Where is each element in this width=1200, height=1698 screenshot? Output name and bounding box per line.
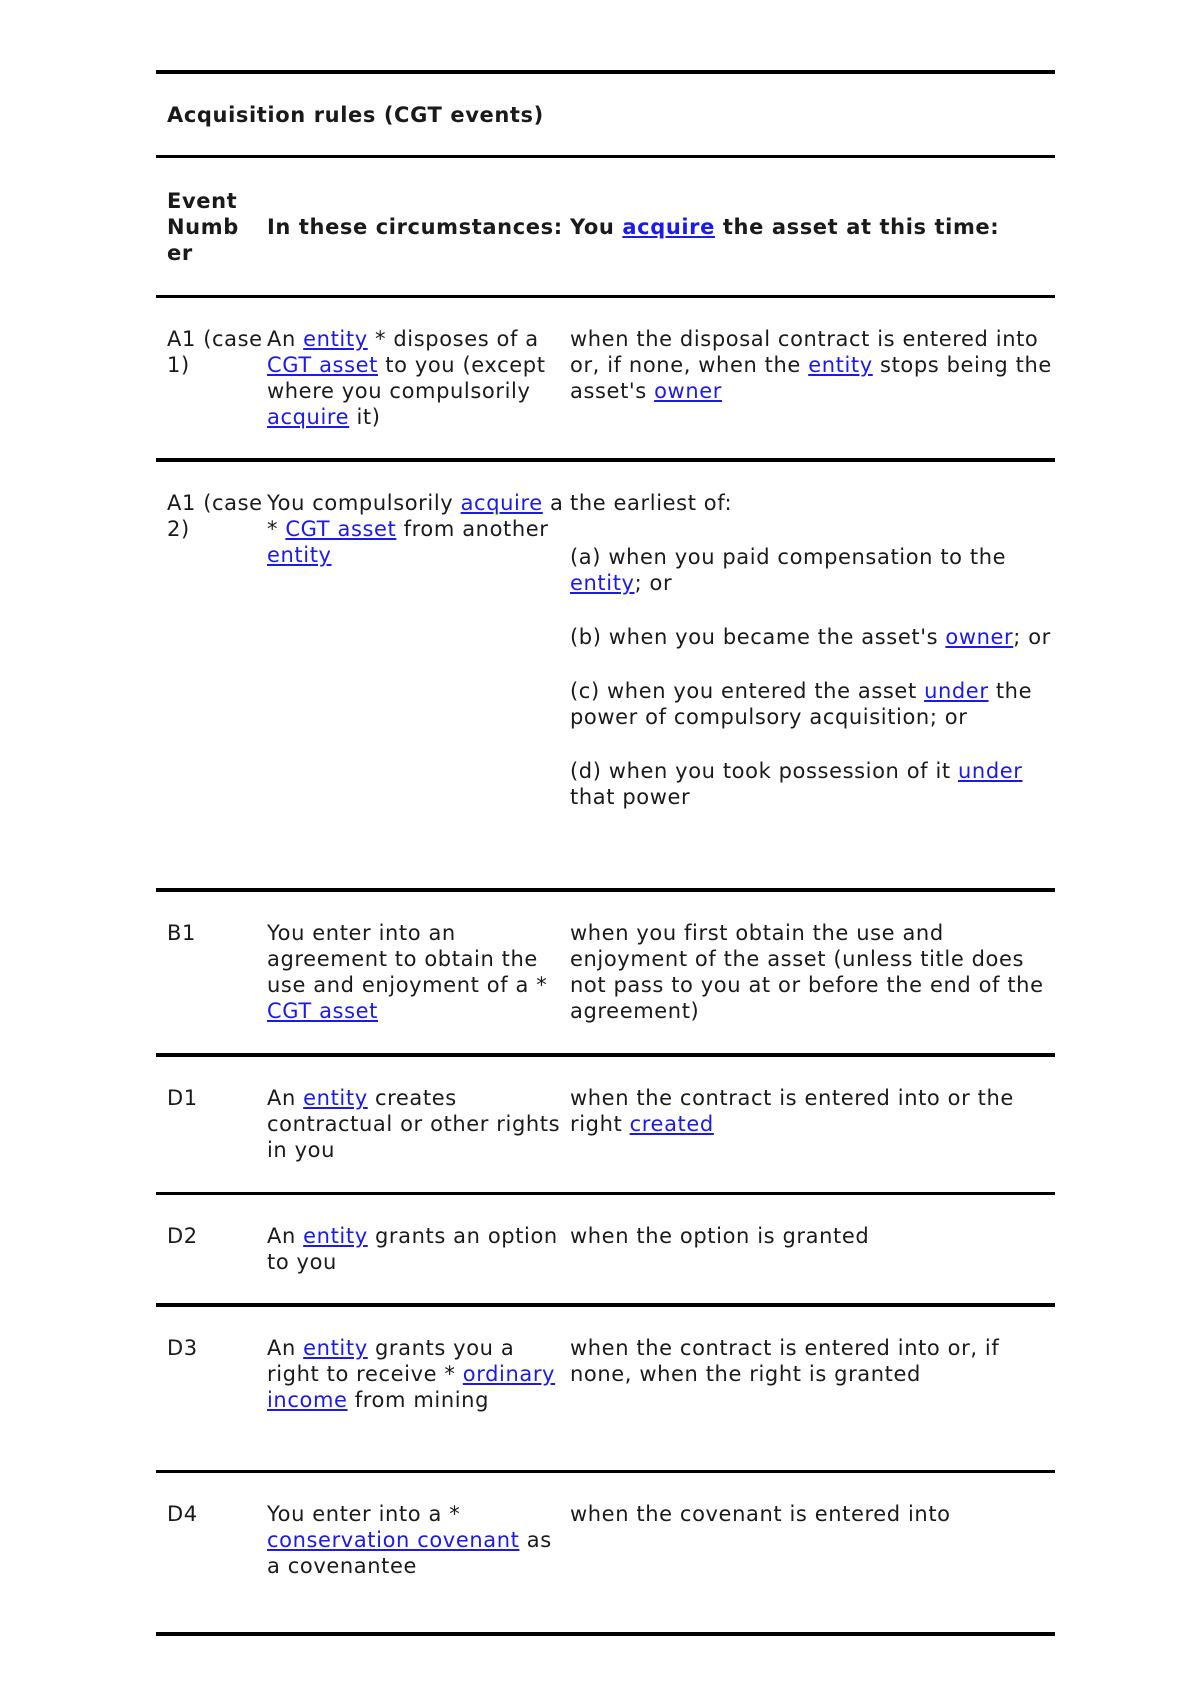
header-acquire-time <box>570 214 1055 240</box>
text-run: when the option is granted <box>570 1224 870 1248</box>
conservation-covenant-link[interactable]: conservation covenant <box>267 1528 520 1552</box>
time-paragraph <box>570 678 1055 730</box>
table-row <box>156 1057 1055 1192</box>
table-row <box>156 298 1055 458</box>
page-title: Acquisition rules (CGT events) <box>167 102 544 127</box>
text-run: stops being the asset's <box>570 353 1052 403</box>
event-number-cell: D1 <box>167 1086 198 1110</box>
document <box>156 70 1055 1636</box>
text-run: An <box>267 1224 304 1248</box>
acquire-time-cell <box>570 1501 1055 1632</box>
cgt-asset-link[interactable]: CGT asset <box>285 517 397 541</box>
owner-link[interactable]: owner <box>945 625 1014 649</box>
table-body <box>156 298 1055 1636</box>
entity-link[interactable]: entity <box>570 571 635 595</box>
acquire-time-cell <box>570 1085 1055 1192</box>
header-event-number: Event Numb er <box>167 188 239 265</box>
text-run: You enter into an agreement to obtain the use and enjoyment of a * <box>267 921 548 997</box>
cgt-asset-link[interactable]: CGT asset <box>267 999 378 1023</box>
event-number-cell: D2 <box>167 1224 198 1248</box>
entity-link[interactable]: entity <box>267 543 332 567</box>
entity-link[interactable]: entity <box>808 353 873 377</box>
text-run: when the contract is entered into or the right <box>570 1086 1014 1136</box>
acquire-link[interactable]: acquire <box>460 491 543 515</box>
text-run: (d) when you took possession of it <box>570 759 958 783</box>
cgt-asset-link[interactable]: CGT asset <box>267 353 378 377</box>
time-paragraph <box>570 326 1055 404</box>
acquire-time-cell <box>570 326 1055 458</box>
circumstances-cell <box>267 490 570 888</box>
event-number-cell: A1 (case 1) <box>167 327 263 377</box>
text-run: An <box>267 1336 304 1360</box>
text-run: You compulsorily <box>267 491 461 515</box>
event-number-cell: B1 <box>167 921 196 945</box>
time-paragraph <box>570 758 1055 810</box>
acquire-time-cell <box>570 1223 1055 1303</box>
text-run: when the covenant is entered into <box>570 1502 951 1526</box>
table-row <box>156 1307 1055 1470</box>
circumstances-cell <box>267 1501 570 1632</box>
event-number-cell: A1 (case 2) <box>167 491 263 541</box>
text-run: the power of compulsory acquisition; or <box>570 679 1033 729</box>
text-run: that power <box>570 785 691 809</box>
acquire-time-cell <box>570 490 1055 888</box>
entity-link[interactable]: entity <box>303 1086 368 1110</box>
time-paragraph <box>570 1501 1055 1527</box>
table-row <box>156 1195 1055 1303</box>
text-run: to you (except where you compulsorily <box>267 353 546 403</box>
text-run: grants an option to you <box>267 1224 558 1274</box>
entity-link[interactable]: entity <box>303 1224 368 1248</box>
text-run: grants you a right to receive * <box>267 1336 515 1386</box>
text-run: it) <box>349 405 381 429</box>
event-number-cell: D3 <box>167 1336 198 1360</box>
ordinary-income-link[interactable]: ordinary income <box>267 1362 556 1412</box>
text-run: (b) when you became the asset's <box>570 625 946 649</box>
header-acquire-time-post: the asset at this time: <box>714 214 1000 239</box>
header-acquire-time-pre: You <box>570 214 623 239</box>
table-row <box>156 1473 1055 1632</box>
text-run: when you first obtain the use and enjoyment of the asset (unless title does not pass to you at or before the end of the agreement) <box>570 921 1044 1023</box>
time-paragraph <box>570 1223 1055 1249</box>
under-link[interactable]: under <box>958 759 1023 783</box>
table-header-row <box>156 158 1055 295</box>
entity-link[interactable]: entity <box>303 1336 368 1360</box>
text-run: * disposes of a <box>367 327 539 351</box>
row-separator <box>156 1632 1055 1636</box>
circumstances-cell <box>267 1223 570 1303</box>
entity-link[interactable]: entity <box>303 327 368 351</box>
text-run: creates contractual or other rights in you <box>267 1086 561 1162</box>
created-link[interactable]: created <box>629 1112 714 1136</box>
text-run: from another <box>396 517 549 541</box>
circumstances-cell <box>267 1335 570 1470</box>
text-run: ; or <box>1013 625 1051 649</box>
text-run: You enter into a * <box>267 1502 461 1526</box>
time-paragraph <box>570 490 1055 516</box>
table-row <box>156 462 1055 888</box>
text-run: when the disposal contract is entered into or, if none, when the <box>570 327 1039 377</box>
text-run: a * <box>267 491 564 541</box>
time-paragraph <box>570 1085 1055 1137</box>
text-run: when the contract is entered into or, if none, when the right is granted <box>570 1336 1000 1386</box>
text-run: as a covenantee <box>267 1528 552 1578</box>
text-run: An <box>267 327 304 351</box>
owner-link[interactable]: owner <box>654 379 722 403</box>
under-link[interactable]: under <box>924 679 989 703</box>
text-run: from mining <box>347 1388 490 1412</box>
table-row <box>156 892 1055 1053</box>
circumstances-cell <box>267 1085 570 1192</box>
text-run: the earliest of: <box>570 491 733 515</box>
time-paragraph <box>570 920 1055 1024</box>
event-number-cell: D4 <box>167 1502 198 1526</box>
text-run: ; or <box>634 571 673 595</box>
circumstances-cell <box>267 326 570 458</box>
circumstances-cell <box>267 920 570 1053</box>
header-circumstances: In these circumstances: <box>267 214 563 239</box>
acquire-link[interactable]: acquire <box>622 214 715 239</box>
time-paragraph <box>570 624 1055 650</box>
text-run: An <box>267 1086 304 1110</box>
time-paragraph <box>570 544 1055 596</box>
time-paragraph <box>570 1335 1055 1387</box>
acquire-time-cell <box>570 920 1055 1053</box>
acquire-link[interactable]: acquire <box>267 405 350 429</box>
text-run: (c) when you entered the asset <box>570 679 925 703</box>
acquire-time-cell <box>570 1335 1055 1470</box>
text-run: (a) when you paid compensation to the <box>570 545 1007 569</box>
